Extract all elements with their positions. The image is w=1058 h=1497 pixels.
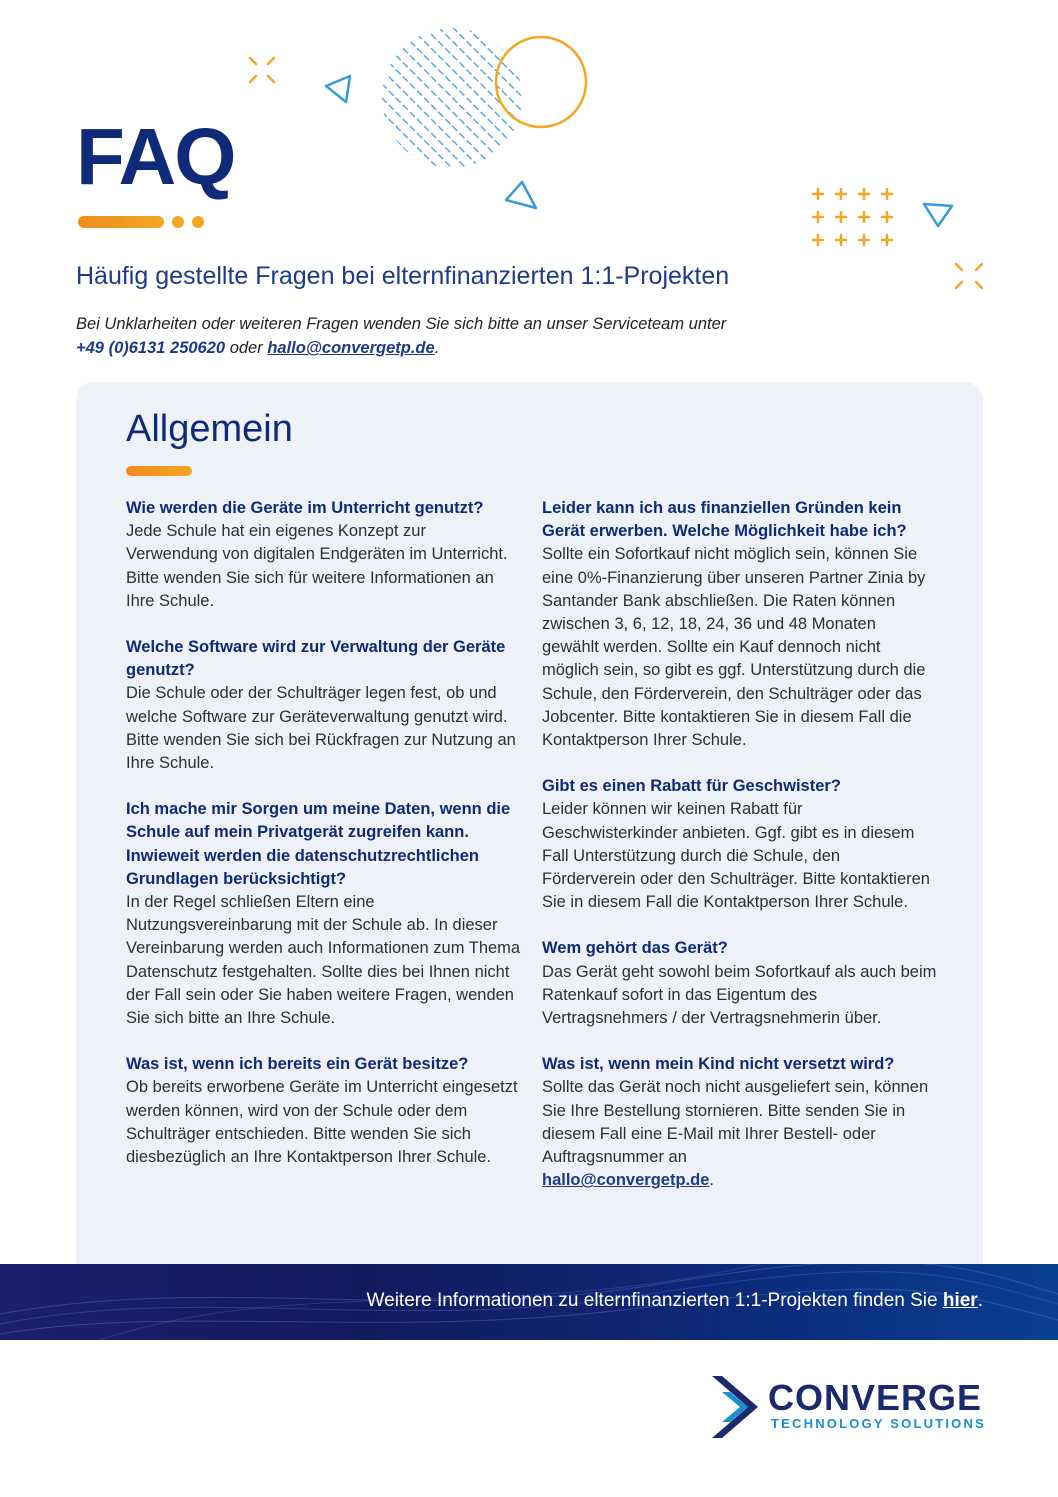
faq-answer: Leider können wir keinen Rabatt für Geschwisterkinder anbieten. Ggf. gibt es in diesem Fall Unterstützung durch die Schule, den Förderverein oder den Schulträger. Bitte kontaktieren Sie in diesem Fall die Kontaktperson Ihrer Schule. [542, 800, 930, 912]
or-word: oder [229, 339, 263, 357]
intro-sentence: Bei Unklarheiten oder weiteren Fragen wenden Sie sich bitte an unser Serviceteam unter [76, 315, 727, 333]
faq-question: Was ist, wenn mein Kind nicht versetzt wird? [542, 1055, 895, 1074]
banner-period: . [977, 1290, 983, 1311]
faq-item [542, 775, 937, 914]
faq-answer: Die Schule oder der Schulträger legen fest, ob und welche Software zur Geräteverwaltung genutzt wird. Bitte wenden Sie sich bei Rückfragen zur Nutzung an Ihre Schule. [126, 684, 516, 773]
triangle-icon [924, 204, 952, 226]
phone-number[interactable]: +49 (0)6131 250620 [76, 339, 226, 357]
email-link[interactable]: hallo@convergetp.de [267, 339, 435, 357]
sparkle-icon [956, 264, 982, 288]
section-title: Allgemein [126, 408, 293, 450]
banner-text [367, 1290, 983, 1312]
banner-sentence: Weitere Informationen zu elternfinanzierten 1:1-Projekten finden Sie [366, 1290, 938, 1311]
faq-question: Was ist, wenn ich bereits ein Gerät besitze? [126, 1055, 469, 1074]
section-underline [126, 466, 192, 476]
faq-column-right [542, 497, 937, 1215]
faq-column-left [126, 497, 521, 1192]
converge-logo-icon [708, 1372, 766, 1442]
triangle-icon [326, 76, 350, 102]
title-dot [172, 216, 184, 228]
triangle-icon [506, 182, 536, 208]
intro-text [76, 312, 876, 360]
sparkle-icon [250, 58, 274, 82]
banner-link[interactable]: hier [942, 1290, 978, 1311]
faq-answer: Sollte ein Sofortkauf nicht möglich sein, können Sie eine 0%-Finanzierung über unseren Partner Zinia by Santander Bank abschließen. Die Raten können zwischen 3, 6, 12, 18, 24, 36 und 48 Monaten gewählt werden. Sollte ein Kauf dennoch nicht möglich sein, so gibt es ggf. Unterstützung durch die Schule, den Förderverein, den Schulträger oder das Jobcenter. Bitte kontaktieren Sie in diesem Fall die Kontaktperson Ihrer Schule. [542, 545, 926, 750]
faq-answer: Ob bereits erworbene Geräte im Unterricht eingesetzt werden können, wird von der Schule oder dem Schulträger entschieden. Bitte wenden Sie sich diesbezüglich an Ihre Kontaktperson Ihrer Schule. [126, 1078, 518, 1167]
faq-question: Wem gehört das Gerät? [542, 939, 728, 958]
plus-grid-icon [813, 189, 892, 245]
faq-item [126, 636, 521, 775]
title-dot [192, 216, 204, 228]
answer-period: . [709, 1171, 714, 1190]
faq-answer: In der Regel schließen Eltern eine Nutzungsvereinbarung mit der Schule ab. In dieser Vereinbarung werden auch Informationen zum Thema Datenschutz festgehalten. Sollte dies bei Ihnen nicht der Fall sein oder Sie haben weitere Fragen, wenden Sie sich bitte an Ihre Schule. [126, 893, 521, 1028]
faq-question: Gibt es einen Rabatt für Geschwister? [542, 777, 841, 796]
faq-answer-text: Sollte das Gerät noch nicht ausgeliefert sein, können Sie Ihre Bestellung stornieren. Bitte senden Sie in diesem Fall eine E-Mail mit Ihrer Bestell- oder Auftragsnummer an [542, 1078, 929, 1167]
email-link[interactable]: hallo@convergetp.de [542, 1171, 710, 1190]
logo-name: CONVERGE [768, 1377, 983, 1418]
faq-item [126, 1053, 521, 1169]
intro-period: . [434, 339, 440, 357]
faq-answer: Das Gerät geht sowohl beim Sofortkauf als auch beim Ratenkauf sofort in das Eigentum des Vertragsnehmers / der Vertragsnehmerin über. [542, 962, 937, 1028]
page-subtitle: Häufig gestellte Fragen bei elternfinanzierten 1:1-Projekten [76, 262, 730, 290]
info-banner [0, 1264, 1058, 1340]
faq-question: Leider kann ich aus finanziellen Gründen kein Gerät erwerben. Welche Möglichkeit habe ich? [542, 499, 907, 541]
logo-tagline: TECHNOLOGY SOLUTIONS [771, 1416, 986, 1431]
title-underline [78, 216, 164, 228]
faq-answer: Jede Schule hat ein eigenes Konzept zur Verwendung von digitalen Endgeräten im Unterricht. Bitte wenden Sie sich für weitere Informationen an Ihre Schule. [126, 522, 508, 610]
faq-question: Ich mache mir Sorgen um meine Daten, wenn die Schule auf mein Privatgerät zugreifen kann. Inwieweit werden die datenschutzrechtlichen Grundlagen berücksichtigt? [126, 800, 511, 888]
faq-item [126, 798, 521, 1030]
faq-question: Welche Software wird zur Verwaltung der Geräte genutzt? [126, 638, 506, 680]
faq-question: Wie werden die Geräte im Unterricht genutzt? [126, 499, 484, 517]
faq-item [542, 497, 937, 752]
faq-item [542, 1053, 937, 1192]
faq-item [542, 937, 937, 1030]
page-title: FAQ [76, 112, 235, 201]
faq-item [126, 497, 521, 613]
faq-answer [542, 1076, 937, 1192]
